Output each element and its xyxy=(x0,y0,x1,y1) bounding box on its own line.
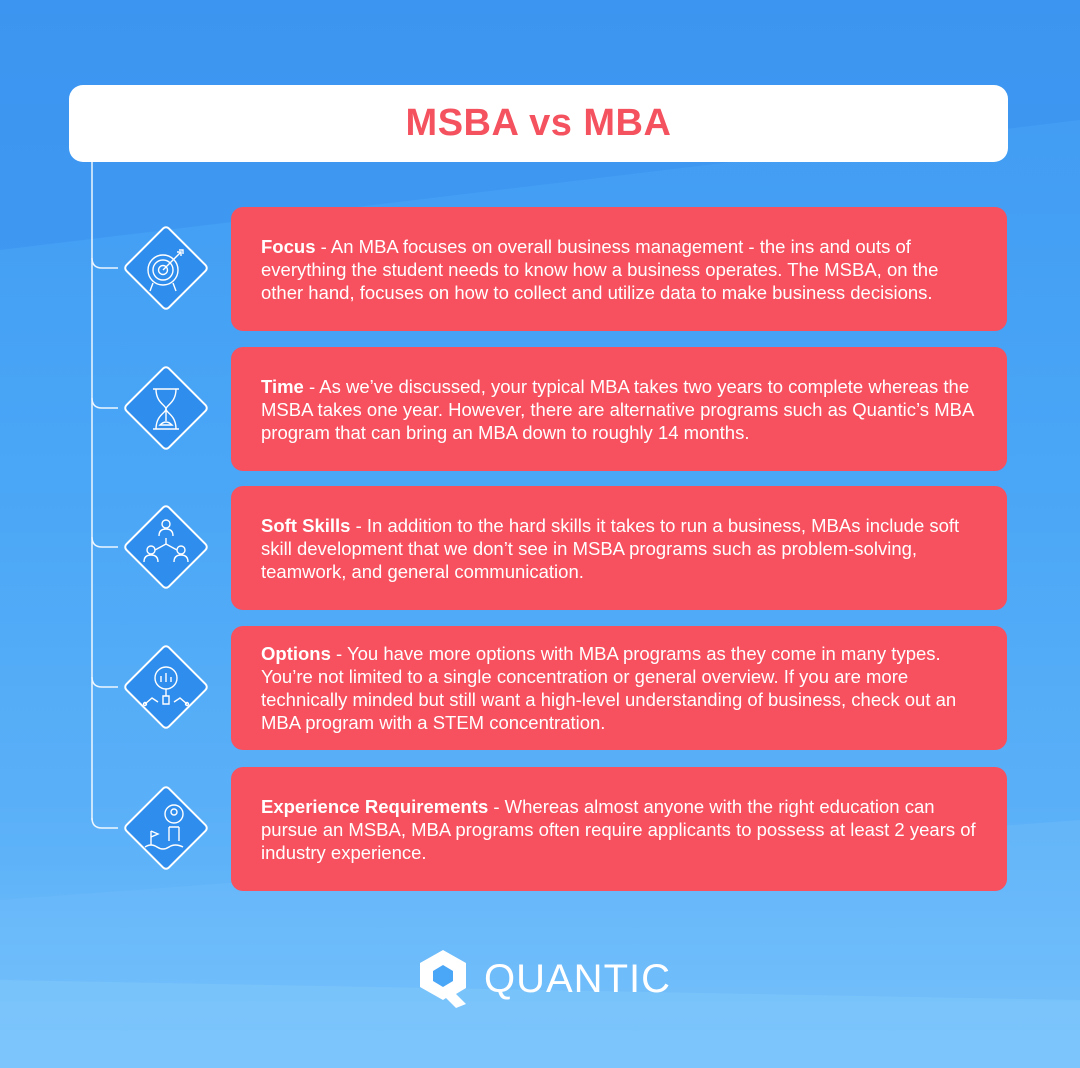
title-banner xyxy=(69,85,1008,162)
card-time-body: - As we’ve discussed, your typical MBA takes two years to complete whereas the MSBA takes one year. However, there are alternative programs such as Quantic’s MBA program that can bring an MBA down to roughly 14 months. xyxy=(261,375,974,443)
card-soft-skills xyxy=(231,486,1007,610)
card-focus xyxy=(231,207,1007,331)
card-time-heading: Time xyxy=(261,375,304,397)
card-options xyxy=(231,626,1007,750)
target-icon xyxy=(117,219,215,317)
card-time xyxy=(231,347,1007,471)
quantic-logo xyxy=(416,948,671,1010)
card-experience-text xyxy=(261,795,983,864)
card-experience-body: - Whereas almost anyone with the right education can pursue an MSBA, MBA programs often require applicants to possess at least 2 years of industry experience. xyxy=(261,795,976,863)
card-soft-skills-heading: Soft Skills xyxy=(261,514,351,536)
card-options-text xyxy=(261,642,983,734)
brand-name: QUANTIC xyxy=(484,956,671,1001)
hourglass-icon xyxy=(117,359,215,457)
card-options-heading: Options xyxy=(261,643,331,664)
card-focus-body: - An MBA focuses on overall business management - the ins and outs of everything the student needs to know how a business operates. The MSBA, on the other hand, focuses on how to collect and utilize data to make business decisions. xyxy=(261,235,939,303)
card-soft-skills-text xyxy=(261,514,983,583)
quantic-logo-mark xyxy=(416,948,470,1010)
card-time-text xyxy=(261,375,983,444)
card-options-body: - You have more options with MBA programs as they come in many types. You’re not limited to a single concentration or general overview. If you are more technically minded but still want a high-level understanding of business, check out an MBA program with a STEM concentration. xyxy=(261,643,957,733)
magnifier-chart-icon xyxy=(117,638,215,736)
card-experience-requirements xyxy=(231,767,1007,891)
team-icon xyxy=(117,498,215,596)
card-focus-text xyxy=(261,235,983,304)
person-flag-icon xyxy=(117,779,215,877)
card-focus-heading: Focus xyxy=(261,235,316,257)
card-soft-skills-body: - In addition to the hard skills it takes to run a business, MBAs include soft skill development that we don’t see in MSBA programs such as problem-solving, teamwork, and general communication. xyxy=(261,514,960,582)
page-title: MSBA vs MBA xyxy=(405,102,672,144)
card-experience-heading: Experience Requirements xyxy=(261,795,489,817)
